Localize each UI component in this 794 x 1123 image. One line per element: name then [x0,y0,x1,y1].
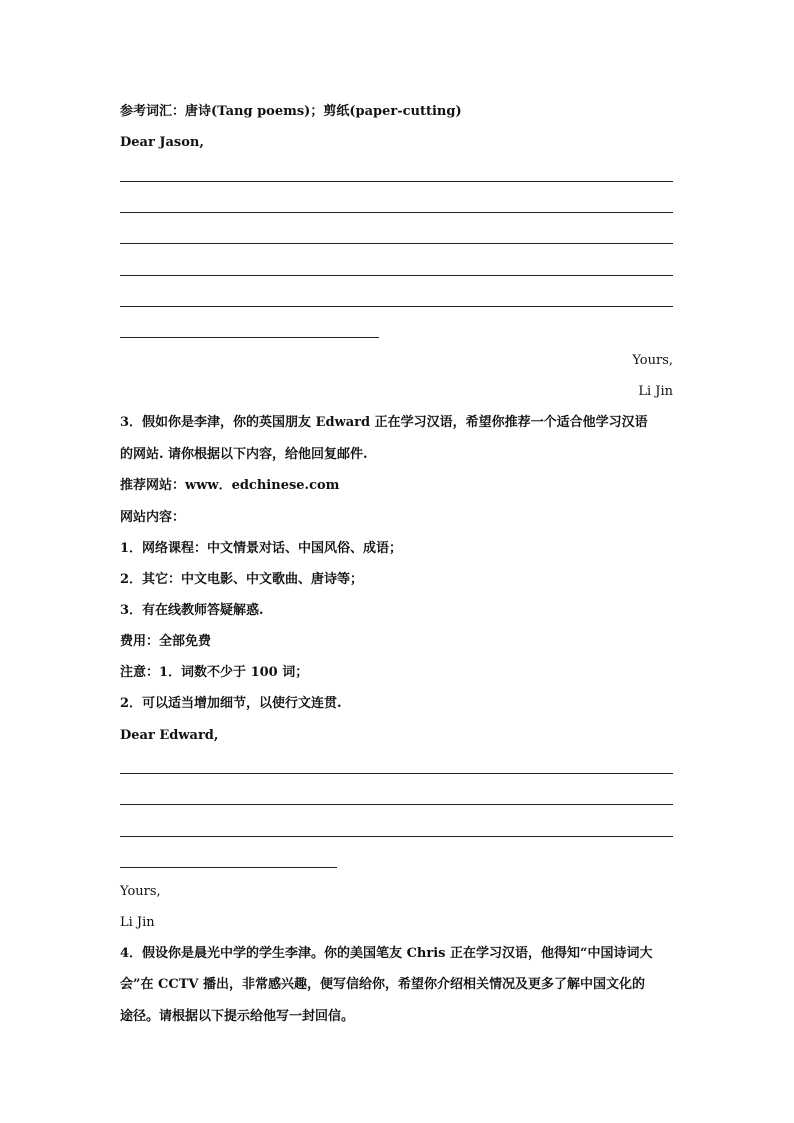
answer-line[interactable] [120,181,673,182]
content-title: 网站内容： [120,510,186,525]
fee-info: 费用：全部免费 [120,634,212,649]
question-4-prompt-line-2: 会”在 CCTV 播出，非常感兴趣，便写信给你，希望你介绍相关情况及更多了解中国文化的 [120,977,645,992]
vocab-hint: 参考词汇：唐诗(Tang poems)；剪纸(paper-cutting) [120,104,462,119]
salutation-jason: Dear Jason, [120,135,204,150]
answer-line[interactable] [120,836,673,837]
content-item-1: 1．网络课程：中文情景对话、中国风俗、成语； [120,541,403,556]
signature: Li Jin [120,915,155,930]
recommended-website: 推荐网站：www．edchinese.com [120,478,340,493]
answer-line[interactable] [120,804,673,805]
signature: Li Jin [638,384,673,399]
answer-line-short[interactable] [120,867,337,868]
answer-line[interactable] [120,243,673,244]
question-3-prompt-line-1: 3．假如你是李津，你的英国朋友 Edward 正在学习汉语，希望你推荐一个适合他学习汉语 [120,415,648,430]
answer-line[interactable] [120,275,673,276]
closing-yours: Yours, [120,884,161,899]
content-item-2: 2．其它：中文电影、中文歌曲、唐诗等； [120,572,364,587]
answer-line-short[interactable] [120,337,379,338]
question-4-prompt-line-1: 4．假设你是晨光中学的学生李津。你的美国笔友 Chris 正在学习汉语，他得知“中国诗词大 [120,946,653,961]
salutation-edward: Dear Edward, [120,728,219,743]
question-4-prompt-line-3: 途径。请根据以下提示给他写一封回信。 [120,1009,355,1024]
closing-yours: Yours, [632,353,673,368]
note-2: 2．可以适当增加细节，以使行文连贯. [120,696,342,711]
note-1: 注意：1．词数不少于 100 词； [120,665,309,680]
answer-line[interactable] [120,212,673,213]
answer-line[interactable] [120,773,673,774]
content-item-3: 3．有在线教师答疑解惑. [120,603,264,618]
answer-line[interactable] [120,306,673,307]
question-3-prompt-line-2: 的网站. 请你根据以下内容，给他回复邮件. [120,447,368,462]
